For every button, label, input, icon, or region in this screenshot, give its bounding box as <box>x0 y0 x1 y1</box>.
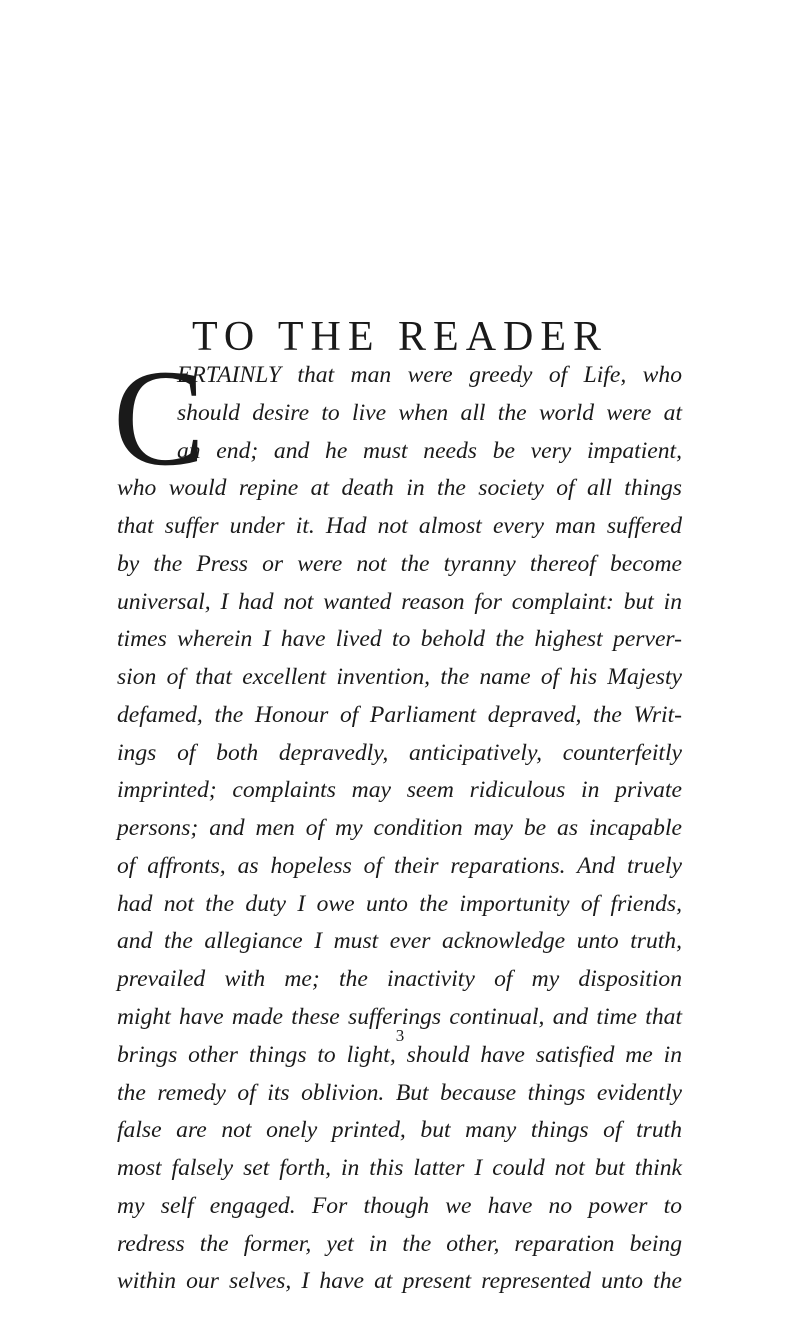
text-line: prevailed with me; the inactivity of my disposition <box>117 966 682 993</box>
text-line: sion of that excellent invention, the name of his Majesty <box>117 664 682 691</box>
text-line: my self engaged. For though we have no power to <box>117 1192 682 1219</box>
text-line: within our selves, I have at present represented unto the <box>117 1268 682 1295</box>
text-line: should desire to live when all the world were at <box>177 399 682 426</box>
text-line: brings other things to light, should have satisfied me in <box>117 1041 682 1068</box>
page-number: 3 <box>395 1026 405 1045</box>
page-title: TO THE READER <box>191 314 609 361</box>
text-line: might have made these sufferings continual, and time that <box>117 1004 682 1031</box>
text-line: false are not onely printed, but many things of truth <box>117 1117 682 1144</box>
text-line: times wherein I have lived to behold the highest perver- <box>117 626 682 653</box>
text-line: defamed, the Honour of Parliament depraved, the Writ- <box>117 701 682 728</box>
drop-cap: C <box>113 349 206 467</box>
body-text <box>117 357 682 1301</box>
text-line: ings of both depravedly, anticipatively, counterfeitly <box>117 739 682 766</box>
text-line: and the allegiance I must ever acknowledge unto truth, <box>117 928 682 955</box>
text-line: universal, I had not wanted reason for complaint: but in <box>117 588 682 615</box>
text-line: had not the duty I owe unto the importunity of friends, <box>117 890 682 917</box>
text-line: ERTAINLY that man were greedy of Life, who <box>177 362 682 388</box>
text-line: redress the former, yet in the other, reparation being <box>117 1230 682 1257</box>
text-line: of affronts, as hopeless of their reparations. And truely <box>117 852 682 879</box>
text-line: who would repine at death in the society of all things <box>117 475 682 502</box>
text-line: that suffer under it. Had not almost every man suffered <box>117 513 682 540</box>
text-line: most falsely set forth, in this latter I could not but think <box>117 1155 682 1182</box>
text-line: an end; and he must needs be very impatient, <box>177 437 682 464</box>
text-line: the remedy of its oblivion. But because things evidently <box>117 1079 682 1106</box>
text-line: by the Press or were not the tyranny thereof become <box>117 550 682 577</box>
text-line: imprinted; complaints may seem ridiculous in private <box>117 777 682 804</box>
text-line: persons; and men of my condition may be as incapable <box>117 815 682 842</box>
